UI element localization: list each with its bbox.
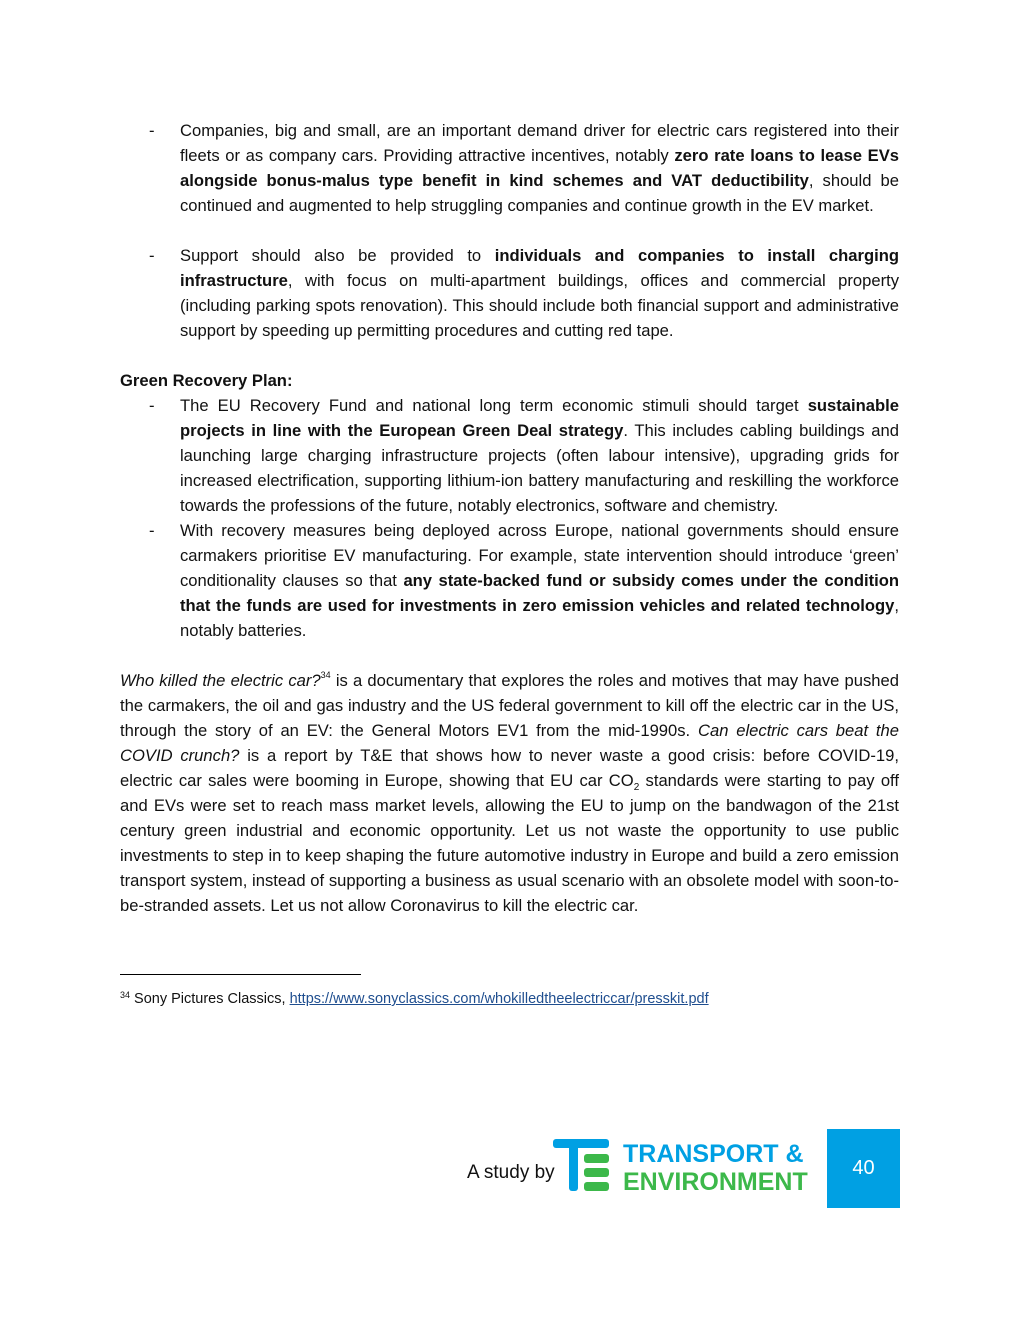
logo-line-transport: TRANSPORT & bbox=[623, 1140, 804, 1168]
footnote-link[interactable]: https://www.sonyclassics.com/whokilledtheelectriccar/presskit.pdf bbox=[289, 991, 709, 1007]
section-heading: Green Recovery Plan: bbox=[120, 371, 293, 390]
bullet-dash: - bbox=[149, 396, 155, 415]
bullet-dash: - bbox=[149, 246, 155, 265]
footnote-number: 34 bbox=[120, 990, 131, 1000]
footnote: $^{34}$ Sony Pictures Classics, https://www.sonyclassics.com/whokilledtheelectriccar/presskit.pdf bbox=[120, 990, 709, 1007]
footnote-reference[interactable]: 34 bbox=[320, 670, 331, 680]
bullet-dash: - bbox=[149, 521, 155, 540]
bullet-dash: - bbox=[149, 121, 155, 140]
footnote-separator bbox=[120, 974, 361, 975]
page-number-box bbox=[827, 1129, 900, 1208]
list-item: - With recovery measures being deployed across Europe, national governments should ensure carmakers prioritise EV manufacturing. For example, state intervention should introduce ‘green’ conditionality clauses so that any state-backed fund or subsidy comes under the condition that the funds are used for investments in zero emission vehicles and related technology, notably batteries. bbox=[120, 518, 899, 643]
list-item: - The EU Recovery Fund and national long term economic stimuli should target sustainable projects in line with the European Green Deal strategy. This includes cabling buildings and launching large charging infrastructure projects (often labour intensive), upgrading grids for increased electrification, supporting lithium-ion battery manufacturing and reskilling the workforce towards the professions of the future, notably electronics, software and chemistry. bbox=[120, 393, 899, 518]
te-logo bbox=[553, 1137, 818, 1193]
page-body bbox=[120, 118, 899, 918]
page-number: 40 bbox=[852, 1157, 875, 1179]
list-item: - Companies, big and small, are an important demand driver for electric cars registered into their fleets or as company cars. Providing attractive incentives, notably zero rate loans to lease EVs alongside bonus-malus type benefit in kind schemes and VAT deductibility, should be continued and augmented to help struggling companies and continue growth in the EV market. bbox=[120, 118, 899, 218]
closing-paragraph: Who killed the electric car?$^{34}$ is a documentary that explores the roles and motives that may have pushed the carmakers, the oil and gas industry and the US federal government to kill off the electric car in the US, through the story of an EV: the General Motors EV1 from the mid-1990s. Can electric cars beat the COVID crunch? is a report by T&E that shows how to never waste a good crisis: before COVID-19, electric car sales were booming in Europe, showing that EU car $CO_2$ standards were starting to pay off and EVs were set to reach mass market levels, allowing the EU to jump on the bandwagon of the 21st century green industrial and economic opportunity. Let us not waste the opportunity to use public investments to step in to keep shaping the future automotive industry in Europe and build a zero emission transport system, instead of supporting a business as usual scenario with an obsolete model with soon-to-be-stranded assets. Let us not allow Coronavirus to kill the electric car. bbox=[120, 670, 899, 915]
list-item: - Support should also be provided to individuals and companies to install charging infrastructure, with focus on multi-apartment buildings, offices and commercial property (including parking spots renovation). This should include both financial support and administrative support by speeding up permitting procedures and cutting red tape. bbox=[120, 243, 899, 343]
te-mark-icon bbox=[553, 1139, 609, 1191]
logo-line-environment: ENVIRONMENT bbox=[623, 1168, 808, 1193]
study-by-label: A study by bbox=[467, 1162, 555, 1183]
